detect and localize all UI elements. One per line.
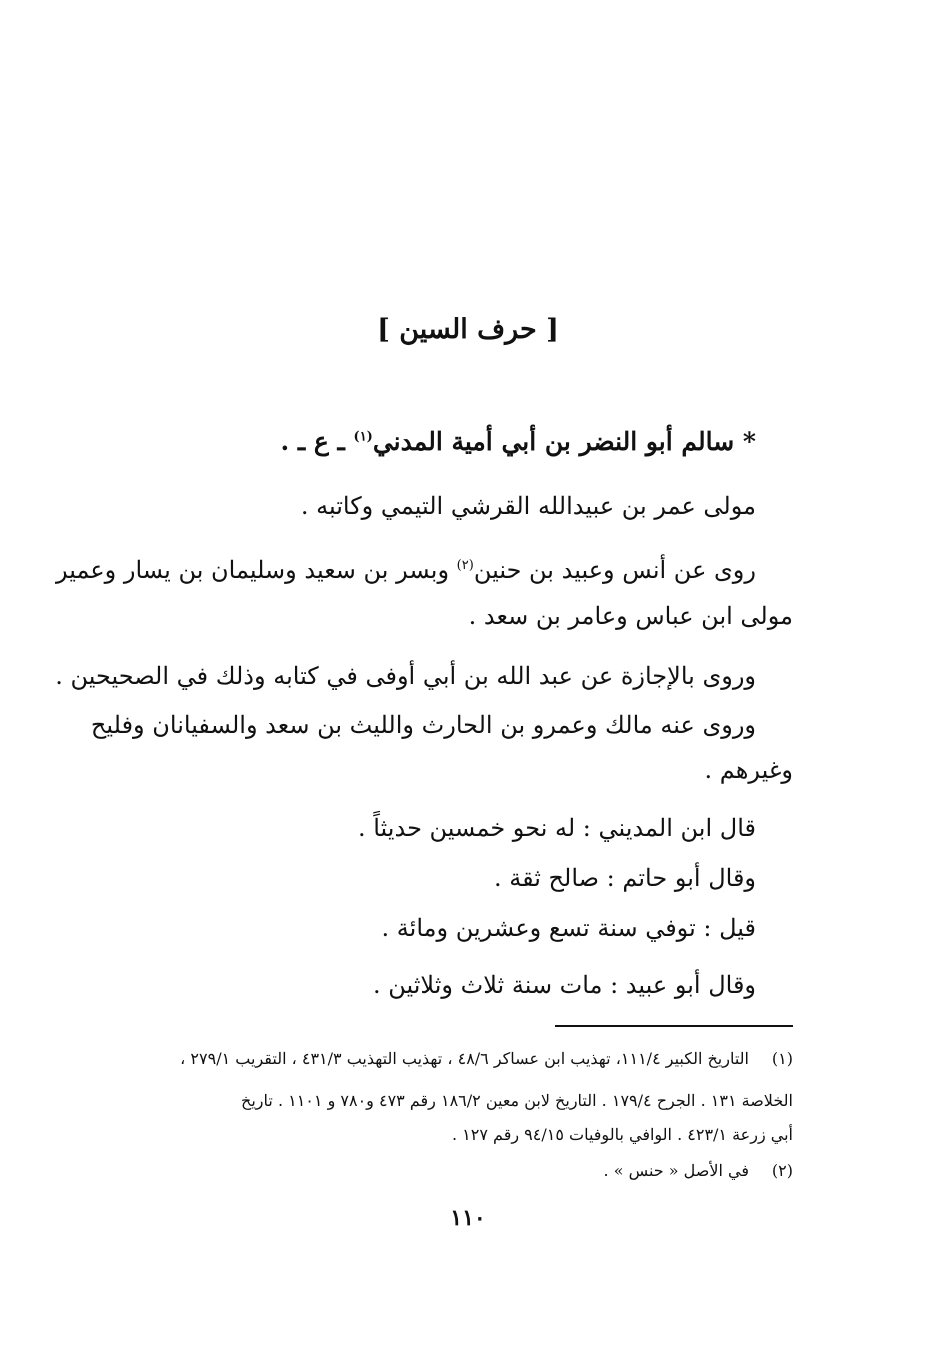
paragraph-ijaza: وروى بالإجازة عن عبد الله بن أبي أوفى في كتابه وذلك في الصحيحين . (55, 662, 756, 690)
footnote-1-line-1 (180, 1046, 793, 1072)
riwaya-text-b: وبسر بن سعيد وسليمان بن يسار وعمير (55, 556, 457, 584)
footnote-divider (555, 1025, 793, 1027)
riwaya-text-a: روى عن أنس وعبيد بن حنين (473, 556, 756, 584)
entry-title-line (280, 422, 756, 462)
footnote-ref-1: (١) (353, 429, 373, 445)
paragraph-rawa-anhu-line-2: وغيرهم . (704, 756, 793, 784)
footnote-2-line-1 (604, 1158, 793, 1184)
paragraph-riwaya-line-1 (55, 550, 756, 590)
quote-abu-ubaid: وقال أبو عبيد : مات سنة ثلاث وثلاثين . (372, 971, 756, 999)
paragraph-mawla: مولى عمر بن عبيدالله القرشي التيمي وكاتبه . (300, 492, 756, 520)
footnote-1-text-1: التاريخ الكبير ١١١/٤، تهذيب ابن عساكر ٤٨/٦ ، تهذيب التهذيب ٤٣١/٣ ، التقريب ٢٧٩/١ ، (180, 1049, 749, 1068)
entry-title: * سالم أبو النضر بن أبي أمية المدني (372, 427, 756, 456)
footnote-1-line-2: الخلاصة ١٣١ . الجرح ١٧٩/٤ . التاريخ لابن معين ١٨٦/٢ رقم ٤٧٣ و٧٨٠ و ١١٠١ . تاريخ (241, 1091, 793, 1110)
footnote-2-number: (٢) (771, 1161, 793, 1180)
section-heading: [ حرف السين ] (377, 314, 559, 345)
quote-death-year: قيل : توفي سنة تسع وعشرين ومائة . (381, 914, 756, 942)
footnote-1-number: (١) (771, 1049, 793, 1068)
paragraph-rawa-anhu-line-1: وروى عنه مالك وعمرو بن الحارث والليث بن سعد والسفيانان وفليح (90, 711, 756, 739)
page-number: ١١٠ (450, 1205, 486, 1231)
quote-ibn-madini: قال ابن المديني : له نحو خمسين حديثاً . (357, 814, 756, 842)
footnote-ref-2: (٢) (456, 558, 474, 573)
entry-title-suffix: ـ ع ـ . (280, 427, 354, 456)
quote-abu-hatim: وقال أبو حاتم : صالح ثقة . (493, 864, 756, 892)
footnote-1-line-3: أبي زرعة ٤٢٣/١ . الوافي بالوفيات ٩٤/١٥ رقم ١٢٧ . (452, 1125, 793, 1144)
footnote-2-text: في الأصل « حنس » . (603, 1161, 749, 1180)
paragraph-riwaya-line-2: مولى ابن عباس وعامر بن سعد . (468, 602, 793, 630)
